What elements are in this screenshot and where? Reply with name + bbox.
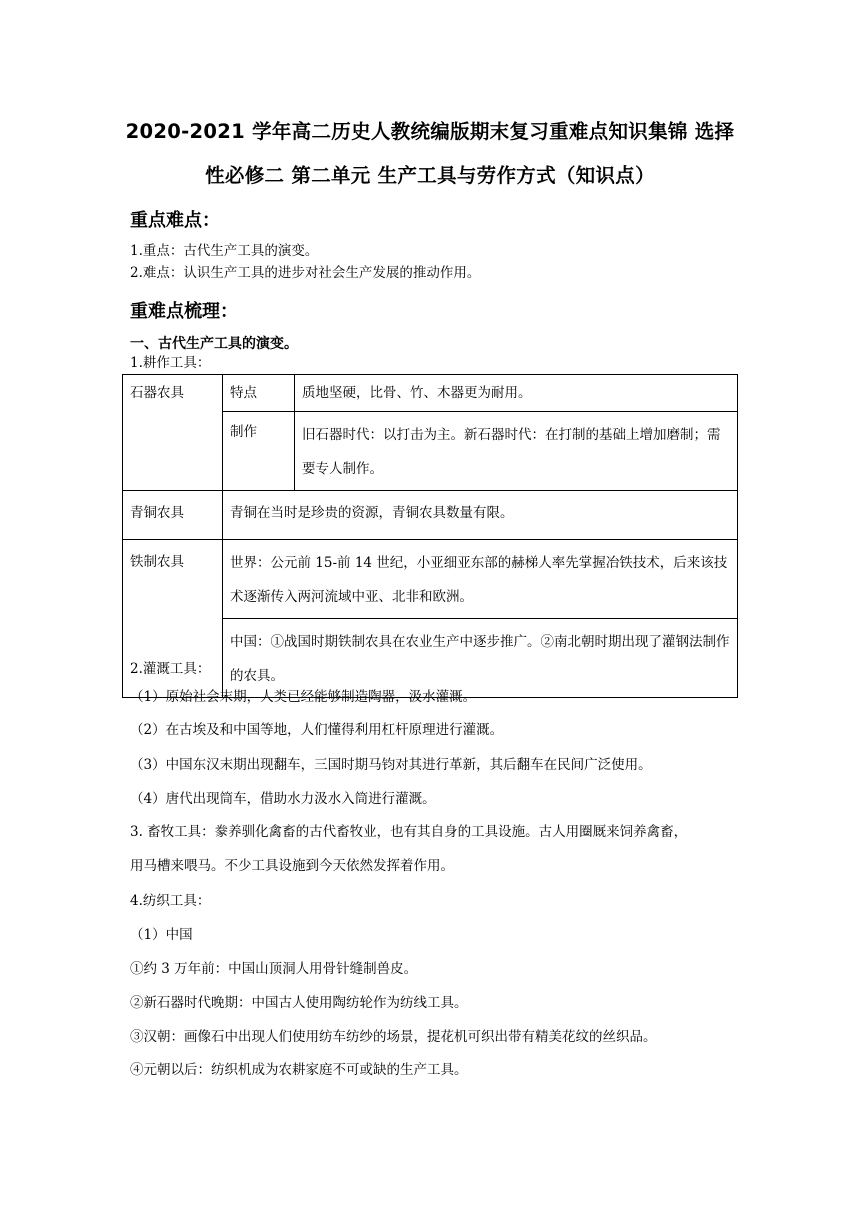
iron-world-text: 世界：公元前 15-前 14 世纪，小亚细亚东部的赫梯人率先掌握冶铁技术，后来该技术逐渐传入两河流域中亚、北非和欧洲。 bbox=[223, 540, 738, 619]
iron-tools-category: 铁制农具 bbox=[123, 540, 223, 698]
section-1-heading: 一、古代生产工具的演变。 bbox=[130, 336, 298, 352]
farming-tools-label: 1.耕作工具： bbox=[130, 355, 211, 371]
table-row bbox=[123, 375, 738, 412]
textile-item-3: ③汉朝：画像石中出现人们使用纺车纺纱的场景，提花机可织出带有精美花纹的丝织品。 bbox=[130, 1029, 657, 1045]
table-row bbox=[123, 491, 738, 540]
key-points-heading: 重点难点： bbox=[130, 210, 220, 231]
irrigation-item-3: （3）中国东汉末期出现翻车，三国时期马钧对其进行革新，其后翻车在民间广泛使用。 bbox=[130, 757, 652, 773]
stone-feature-label: 特点 bbox=[223, 375, 295, 412]
textile-item-1: ①约 3 万年前：中国山顶洞人用骨针缝制兽皮。 bbox=[130, 961, 418, 977]
key-point-item-1: 1.重点：古代生产工具的演变。 bbox=[130, 243, 319, 259]
bronze-tools-text: 青铜在当时是珍贵的资源，青铜农具数量有限。 bbox=[223, 491, 738, 540]
review-heading: 重难点梳理： bbox=[130, 301, 238, 322]
document-title-line-2: 性必修二 第二单元 生产工具与劳作方式（知识点） bbox=[205, 164, 655, 187]
document-title-line-1: 2020-2021 学年高二历史人教统编版期末复习重难点知识集锦 选择 bbox=[125, 120, 735, 143]
stone-make-label: 制作 bbox=[223, 412, 295, 491]
key-point-item-2: 2.难点：认识生产工具的进步对社会生产发展的推动作用。 bbox=[130, 265, 481, 281]
livestock-tools-line-1: 3. 畜牧工具：豢养驯化禽畜的古代畜牧业，也有其自身的工具设施。古人用圈厩来饲养禽畜， bbox=[130, 824, 688, 840]
stone-make-text: 旧石器时代：以打击为主。新石器时代：在打制的基础上增加磨制；需要专人制作。 bbox=[295, 412, 738, 491]
bronze-tools-category: 青铜农具 bbox=[123, 491, 223, 540]
textile-china-heading: （1）中国 bbox=[130, 927, 193, 943]
textile-item-4: ④元朝以后：纺织机成为农耕家庭不可或缺的生产工具。 bbox=[130, 1062, 468, 1078]
irrigation-item-2: （2）在古埃及和中国等地，人们懂得利用杠杆原理进行灌溉。 bbox=[130, 722, 504, 738]
textile-tools-label: 4.纺织工具： bbox=[130, 893, 211, 909]
iron-china-text: 中国：①战国时期铁制农具在农业生产中逐步推广。②南北朝时期出现了灌钢法制作的农具。 bbox=[223, 619, 738, 698]
textile-item-2: ②新石器时代晚期：中国古人使用陶纺轮作为纺线工具。 bbox=[130, 995, 468, 1011]
livestock-tools-line-2: 用马槽来喂马。不少工具设施到今天依然发挥着作用。 bbox=[130, 858, 454, 874]
irrigation-item-1: （1）原始社会末期，人类已经能够制造陶器，汲水灌溉。 bbox=[130, 689, 477, 705]
stone-tools-category: 石器农具 bbox=[123, 375, 223, 491]
farming-tools-table bbox=[122, 374, 738, 698]
stone-feature-text: 质地坚硬，比骨、竹、木器更为耐用。 bbox=[295, 375, 738, 412]
irrigation-item-4: （4）唐代出现筒车，借助水力汲水入筒进行灌溉。 bbox=[130, 791, 436, 807]
table-row bbox=[123, 540, 738, 619]
irrigation-tools-label: 2.灌溉工具： bbox=[130, 661, 211, 677]
